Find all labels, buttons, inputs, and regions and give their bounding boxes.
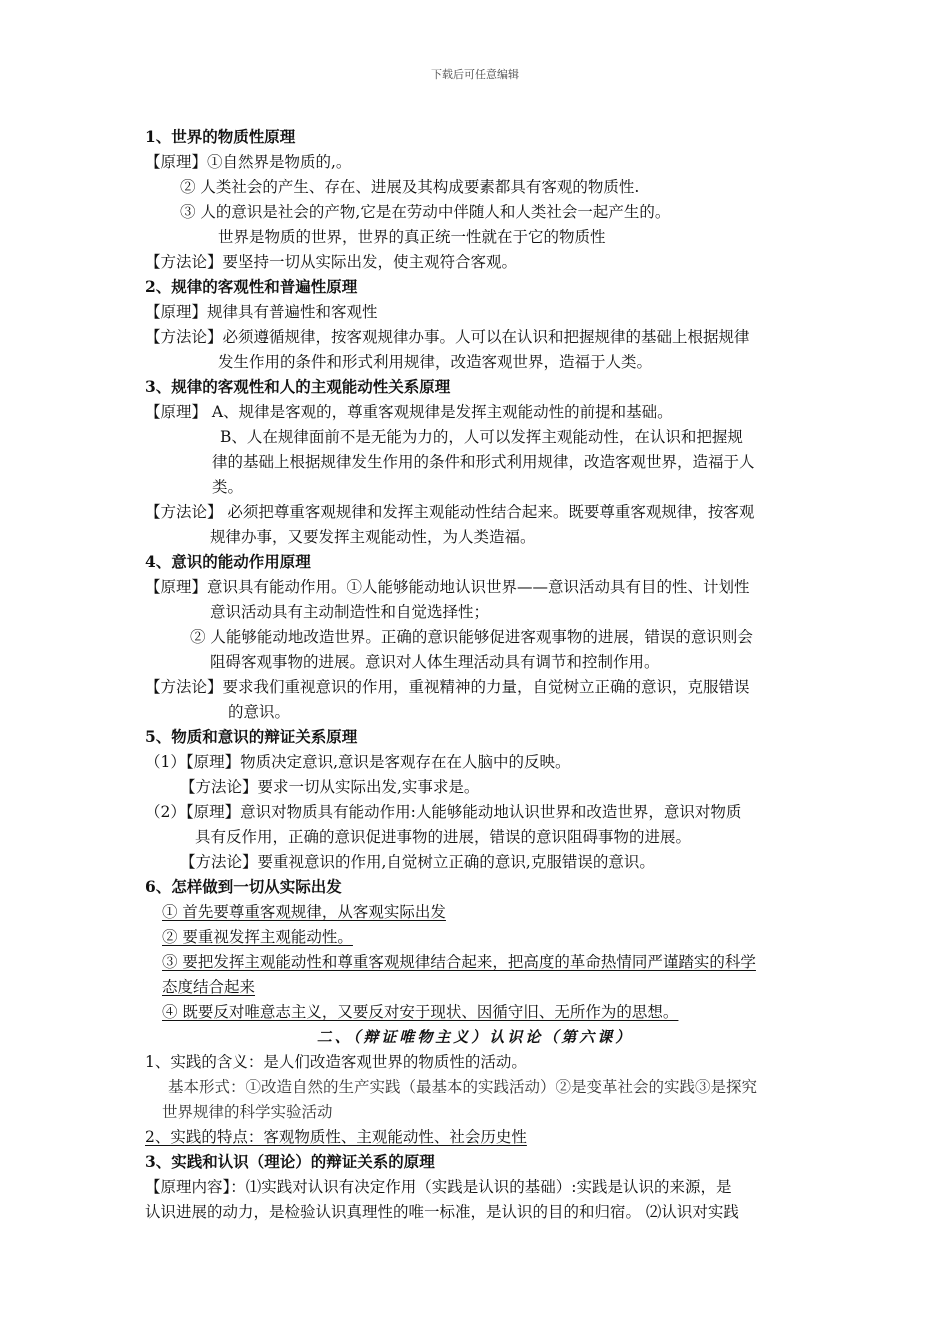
section-title: 4、意识的能动作用原理 [145, 552, 311, 571]
section-title: 3、规律的客观性和人的主观能动性关系原理 [145, 377, 451, 396]
text-line: 2、实践的特点：客观物质性、主观能动性、社会历史性 [145, 1128, 527, 1146]
text-line: 世界是物质的世界，世界的真正统一性就在于它的物质性 [218, 228, 606, 246]
text-line: 世界规律的科学实验活动 [162, 1103, 333, 1121]
text-line: （1）【原理】物质决定意识,意识是客观存在在人脑中的反映。 [145, 753, 571, 771]
section-heading: 二、（辩证唯物主义）认识论（第六课） [316, 1028, 634, 1046]
text-line: 规律办事，又要发挥主观能动性，为人类造福。 [210, 528, 536, 546]
text-line: 发生作用的条件和形式利用规律，改造客观世界，造福于人类。 [218, 353, 653, 371]
text-line: 态度结合起来 [162, 978, 256, 996]
section-title: 6、怎样做到一切从实际出发 [145, 877, 342, 896]
text-line: 【方法论】必须遵循规律，按客观规律办事。人可以在认识和把握规律的基础上根据规律 [145, 328, 750, 346]
text-line: 认识进展的动力，是检验认识真理性的唯一标准，是认识的目的和归宿。 ⑵认识对实践 [145, 1203, 739, 1221]
text-line: 意识活动具有主动制造性和自觉选择性； [210, 603, 490, 621]
text-line: 【方法论】要重视意识的作用,自觉树立正确的意识,克服错误的意识。 [180, 853, 655, 871]
text-line: ② 人类社会的产生、存在、进展及其构成要素都具有客观的物质性. [180, 178, 640, 196]
text-line: ③ 要把发挥主观能动性和尊重客观规律结合起来，把高度的革命热情同严谨踏实的科学 [162, 953, 756, 971]
section-title: 1、世界的物质性原理 [145, 127, 296, 146]
text-line: ② 要重视发挥主观能动性。 [162, 928, 353, 946]
text-line: （2）【原理】意识对物质具有能动作用:人能够能动地认识世界和改造世界，意识对物质 [145, 803, 742, 821]
section-title: 5、物质和意识的辩证关系原理 [145, 727, 358, 746]
text-line: 【原理】 A、规律是客观的，尊重客观规律是发挥主观能动性的前提和基础。 [145, 403, 673, 421]
text-line: ④ 既要反对唯意志主义，又要反对安于现状、因循守旧、无所作为的思想。 [162, 1003, 679, 1021]
text-line: 【原理】规律具有普遍性和客观性 [145, 303, 378, 321]
text-line: ① 首先要尊重客观规律，从客观实际出发 [162, 903, 446, 921]
text-line: 基本形式：①改造自然的生产实践（最基本的实践活动）②是变革社会的实践③是探究 [168, 1078, 758, 1096]
text-line: 的意识。 [228, 703, 291, 721]
text-line: 【方法论】要求我们重视意识的作用，重视精神的力量，自觉树立正确的意识，克服错误 [145, 678, 750, 696]
text-line: 【原理】①自然界是物质的,。 [145, 153, 352, 171]
text-line: 【原理内容】：⑴实践对认识有决定作用（实践是认识的基础）:实践是认识的来源，是 [145, 1178, 732, 1196]
text-line: 【原理】意识具有能动作用。①人能够能动地认识世界——意识活动具有目的性、计划性 [145, 578, 750, 596]
text-line: 具有反作用，正确的意识促进事物的进展，错误的意识阻碍事物的进展。 [195, 828, 692, 846]
section-title: 3、实践和认识（理论）的辩证关系的原理 [145, 1152, 435, 1171]
page-header: 下载后可任意编辑 [431, 68, 519, 81]
text-line: 【方法论】 必须把尊重客观规律和发挥主观能动性结合起来。既要尊重客观规律，按客观 [145, 503, 755, 521]
text-line: 1、实践的含义：是人们改造客观世界的物质性的活动。 [145, 1053, 527, 1071]
text-line: B、人在规律面前不是无能为力的，人可以发挥主观能动性，在认识和把握规 [220, 428, 743, 446]
text-line: ② 人能够能动地改造世界。正确的意识能够促进客观事物的进展，错误的意识则会 [190, 628, 753, 646]
text-line: 类。 [212, 478, 244, 496]
text-line: 律的基础上根据规律发生作用的条件和形式利用规律，改造客观世界，造福于人 [212, 453, 755, 471]
text-line: 【方法论】要求一切从实际出发,实事求是。 [180, 778, 480, 796]
text-line: 【方法论】要坚持一切从实际出发，使主观符合客观。 [145, 253, 518, 271]
section-title: 2、规律的客观性和普遍性原理 [145, 277, 358, 296]
text-line: 阻碍客观事物的进展。意识对人体生理活动具有调节和控制作用。 [210, 653, 660, 671]
text-line: ③ 人的意识是社会的产物,它是在劳动中伴随人和人类社会一起产生的。 [180, 203, 671, 221]
